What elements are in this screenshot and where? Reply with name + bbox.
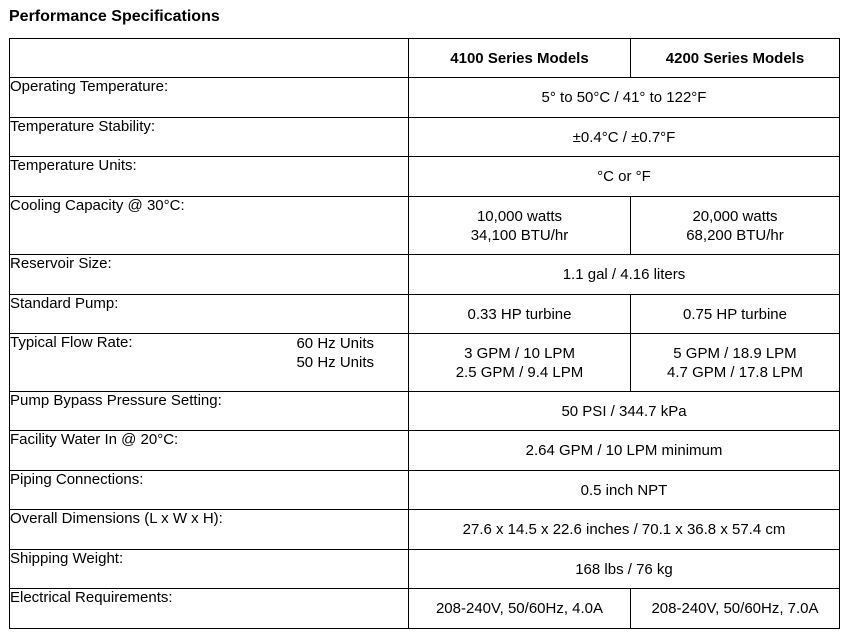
row-operating-temperature [10,78,840,118]
row-label: Temperature Units: [10,157,409,197]
hz-50-label: 50 Hz Units [296,354,374,371]
performance-specifications-table [9,38,840,629]
row-label: Facility Water In @ 20°C: [10,431,409,471]
row-overall-dimensions [10,510,840,550]
row-piping-connections [10,471,840,510]
row-pump-bypass-pressure [10,392,840,431]
row-label: Overall Dimensions (L x W x H): [10,510,409,550]
cooling-4100-btu: 34,100 BTU/hr [470,226,569,244]
page-title: Performance Specifications [9,8,220,25]
cooling-4200-watts: 20,000 watts [692,207,778,225]
row-value: 27.6 x 14.5 x 22.6 inches / 70.1 x 36.8 x 57.4 cm [409,510,840,550]
row-electrical-requirements [10,589,840,629]
row-label: Operating Temperature: [10,78,409,118]
value-4100: 208-240V, 50/60Hz, 4.0A [409,589,631,629]
row-label: Temperature Stability: [10,118,409,157]
flow-4200-60hz: 5 GPM / 18.9 LPM [673,344,797,362]
row-cooling-capacity [10,197,840,255]
row-value: °C or °F [409,157,840,197]
row-label-cell [10,334,409,392]
row-label: Typical Flow Rate: [10,334,133,351]
cooling-4200-btu: 68,200 BTU/hr [686,226,784,244]
row-value: 2.64 GPM / 10 LPM minimum [409,431,840,471]
value-4200: 208-240V, 50/60Hz, 7.0A [631,589,840,629]
header-blank [10,39,409,78]
value-4200 [631,197,840,255]
row-value: ±0.4°C / ±0.7°F [409,118,840,157]
row-label: Pump Bypass Pressure Setting: [10,392,409,431]
value-4100 [409,334,631,392]
row-label: Piping Connections: [10,471,409,510]
cooling-4100-watts: 10,000 watts [476,207,563,225]
row-label: Electrical Requirements: [10,589,409,629]
value-4200 [631,334,840,392]
row-value: 50 PSI / 344.7 kPa [409,392,840,431]
row-typical-flow-rate [10,334,840,392]
flow-4200-50hz: 4.7 GPM / 17.8 LPM [667,363,803,381]
row-label: Shipping Weight: [10,550,409,589]
row-temperature-stability [10,118,840,157]
row-reservoir-size [10,255,840,295]
header-4200-series: 4200 Series Models [631,39,840,78]
row-value: 168 lbs / 76 kg [409,550,840,589]
row-value: 0.5 inch NPT [409,471,840,510]
row-value: 5° to 50°C / 41° to 122°F [409,78,840,118]
flow-4100-60hz: 3 GPM / 10 LPM [464,344,575,362]
row-label: Reservoir Size: [10,255,409,295]
value-4100 [409,197,631,255]
value-4200: 0.75 HP turbine [631,295,840,334]
hz-60-label: 60 Hz Units [296,335,374,352]
row-value: 1.1 gal / 4.16 liters [409,255,840,295]
row-label: Cooling Capacity @ 30°C: [10,197,409,255]
header-4100-series: 4100 Series Models [409,39,631,78]
table-header-row [10,39,840,78]
value-4100: 0.33 HP turbine [409,295,631,334]
flow-4100-50hz: 2.5 GPM / 9.4 LPM [455,363,584,381]
row-label: Standard Pump: [10,295,409,334]
row-temperature-units [10,157,840,197]
row-facility-water [10,431,840,471]
row-standard-pump [10,295,840,334]
row-shipping-weight [10,550,840,589]
